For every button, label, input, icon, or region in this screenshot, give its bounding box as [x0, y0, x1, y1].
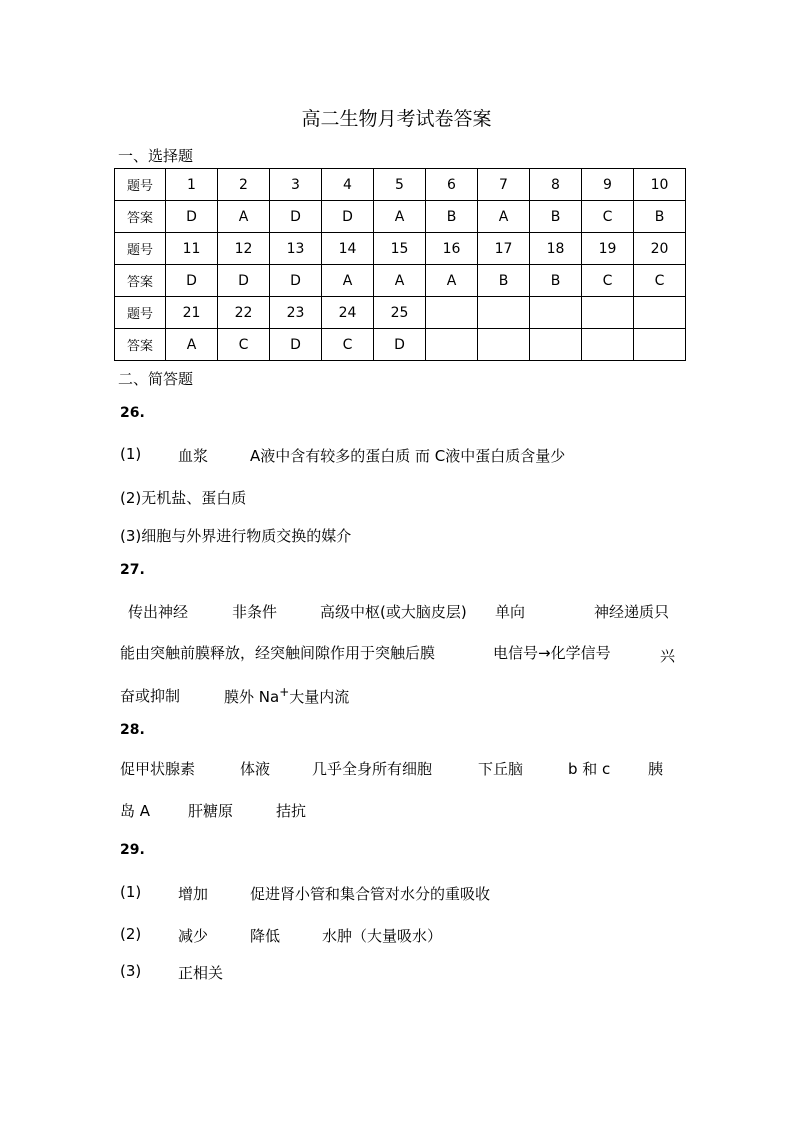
answer-letter-cell: B [634, 201, 686, 233]
question-number-cell [478, 297, 530, 329]
question-number-cell [582, 297, 634, 329]
answer-letter-cell: D [374, 329, 426, 361]
row-label-answer: 答案 [115, 329, 166, 361]
q29-part1-answer: 促进肾小管和集合管对水分的重吸收 [250, 885, 491, 903]
answer-letter-cell: A [426, 265, 478, 297]
question-27-number: 27. [120, 562, 145, 578]
question-number-cell: 25 [374, 297, 426, 329]
q27-answer: 非条件 [232, 603, 278, 621]
table-row-question-numbers [115, 169, 686, 201]
q29-part1-label: (1) [120, 883, 142, 901]
row-label-question: 题号 [115, 169, 166, 201]
answer-letter-cell: D [166, 265, 218, 297]
q26-part2: (2)无机盐、蛋白质 [120, 489, 247, 507]
q27-sodium-text: 膜外 Na [224, 688, 280, 706]
answer-letter-cell: B [530, 201, 582, 233]
q27-answer: 奋或抑制 [120, 687, 181, 705]
q28-answer: 拮抗 [276, 802, 307, 820]
question-number-cell: 22 [218, 297, 270, 329]
question-number-cell: 7 [478, 169, 530, 201]
question-26-number: 26. [120, 405, 145, 421]
question-number-cell [634, 297, 686, 329]
answer-letter-cell [582, 329, 634, 361]
q28-answer: 促甲状腺素 [120, 760, 196, 778]
question-number-cell: 17 [478, 233, 530, 265]
q29-part2-answer: 水肿（大量吸水） [322, 927, 443, 945]
answer-letter-cell: C [322, 329, 374, 361]
answer-letter-cell: A [166, 329, 218, 361]
question-28-number: 28. [120, 722, 145, 738]
question-number-cell: 2 [218, 169, 270, 201]
q28-answer: 下丘脑 [478, 760, 524, 778]
answer-letter-cell: B [530, 265, 582, 297]
question-number-cell: 8 [530, 169, 582, 201]
answer-letter-cell: D [270, 265, 322, 297]
question-number-cell: 12 [218, 233, 270, 265]
row-label-question: 题号 [115, 233, 166, 265]
question-number-cell: 15 [374, 233, 426, 265]
question-number-cell: 5 [374, 169, 426, 201]
q26-part1-label: (1) [120, 445, 142, 463]
question-number-cell: 14 [322, 233, 374, 265]
question-number-cell: 10 [634, 169, 686, 201]
row-label-answer: 答案 [115, 201, 166, 233]
q27-answer: 高级中枢(或大脑皮层) [320, 603, 467, 621]
q26-part3: (3)细胞与外界进行物质交换的媒介 [120, 527, 352, 545]
q29-part2-label: (2) [120, 925, 142, 943]
answer-letter-cell: C [634, 265, 686, 297]
table-row-answers [115, 265, 686, 297]
answer-letter-cell: D [166, 201, 218, 233]
q29-part1-answer: 增加 [178, 885, 209, 903]
q27-answer: 神经递质只 [594, 603, 670, 621]
answer-letter-cell: A [218, 201, 270, 233]
question-number-cell [426, 297, 478, 329]
q28-answer: 体液 [240, 760, 271, 778]
question-number-cell: 13 [270, 233, 322, 265]
q26-part1-answer-a: 血浆 [178, 447, 209, 465]
answer-letter-cell: D [270, 201, 322, 233]
question-number-cell: 20 [634, 233, 686, 265]
answer-letter-cell [478, 329, 530, 361]
answer-letter-cell: A [374, 265, 426, 297]
q27-answer-sodium [224, 685, 349, 707]
q28-answer: b 和 c [568, 760, 611, 778]
question-number-cell: 18 [530, 233, 582, 265]
answer-letter-cell: B [426, 201, 478, 233]
q28-answer: 肝糖原 [188, 802, 234, 820]
answer-letter-cell: D [218, 265, 270, 297]
q27-answer: 兴 [660, 647, 676, 665]
q27-answer: 电信号→化学信号 [493, 644, 611, 662]
q27-answer: 能由突触前膜释放，经突触间隙作用于突触后膜 [120, 644, 436, 662]
answer-letter-cell: D [322, 201, 374, 233]
page-title: 高二生物月考试卷答案 [301, 108, 492, 130]
question-number-cell: 24 [322, 297, 374, 329]
answer-letter-cell: A [322, 265, 374, 297]
table-row-answers [115, 329, 686, 361]
question-number-cell: 19 [582, 233, 634, 265]
q29-part2-answer: 减少 [178, 927, 209, 945]
q28-answer: 几乎全身所有细胞 [312, 760, 433, 778]
row-label-question: 题号 [115, 297, 166, 329]
answer-letter-cell: C [582, 201, 634, 233]
q29-part3-label: (3) [120, 962, 142, 980]
question-number-cell: 4 [322, 169, 374, 201]
q27-answer: 单向 [495, 603, 526, 621]
question-number-cell: 9 [582, 169, 634, 201]
question-number-cell [530, 297, 582, 329]
q28-answer: 岛 A [120, 802, 151, 820]
answer-letter-cell: B [478, 265, 530, 297]
q29-part2-answer: 降低 [250, 927, 281, 945]
answer-letter-cell: A [478, 201, 530, 233]
question-number-cell: 23 [270, 297, 322, 329]
answer-letter-cell: A [374, 201, 426, 233]
q27-sodium-rest: 大量内流 [289, 688, 350, 706]
section-short-answer-heading: 二、简答题 [118, 370, 194, 388]
q27-sodium-charge: + [279, 685, 290, 699]
answer-letter-cell [530, 329, 582, 361]
answer-letter-cell: C [218, 329, 270, 361]
answer-table [114, 168, 686, 361]
answer-letter-cell: D [270, 329, 322, 361]
answer-letter-cell: C [582, 265, 634, 297]
answer-letter-cell [634, 329, 686, 361]
question-number-cell: 1 [166, 169, 218, 201]
table-row-answers [115, 201, 686, 233]
q26-part1-answer-b: A液中含有较多的蛋白质 而 C液中蛋白质含量少 [250, 447, 566, 465]
question-number-cell: 3 [270, 169, 322, 201]
table-row-question-numbers [115, 297, 686, 329]
question-number-cell: 6 [426, 169, 478, 201]
q28-answer: 胰 [648, 760, 664, 778]
row-label-answer: 答案 [115, 265, 166, 297]
question-29-number: 29. [120, 842, 145, 858]
question-number-cell: 21 [166, 297, 218, 329]
question-number-cell: 11 [166, 233, 218, 265]
q29-part3-answer: 正相关 [178, 964, 224, 982]
answer-letter-cell [426, 329, 478, 361]
section-choice-heading: 一、选择题 [118, 147, 194, 165]
table-row-question-numbers [115, 233, 686, 265]
q27-answer: 传出神经 [128, 603, 189, 621]
question-number-cell: 16 [426, 233, 478, 265]
